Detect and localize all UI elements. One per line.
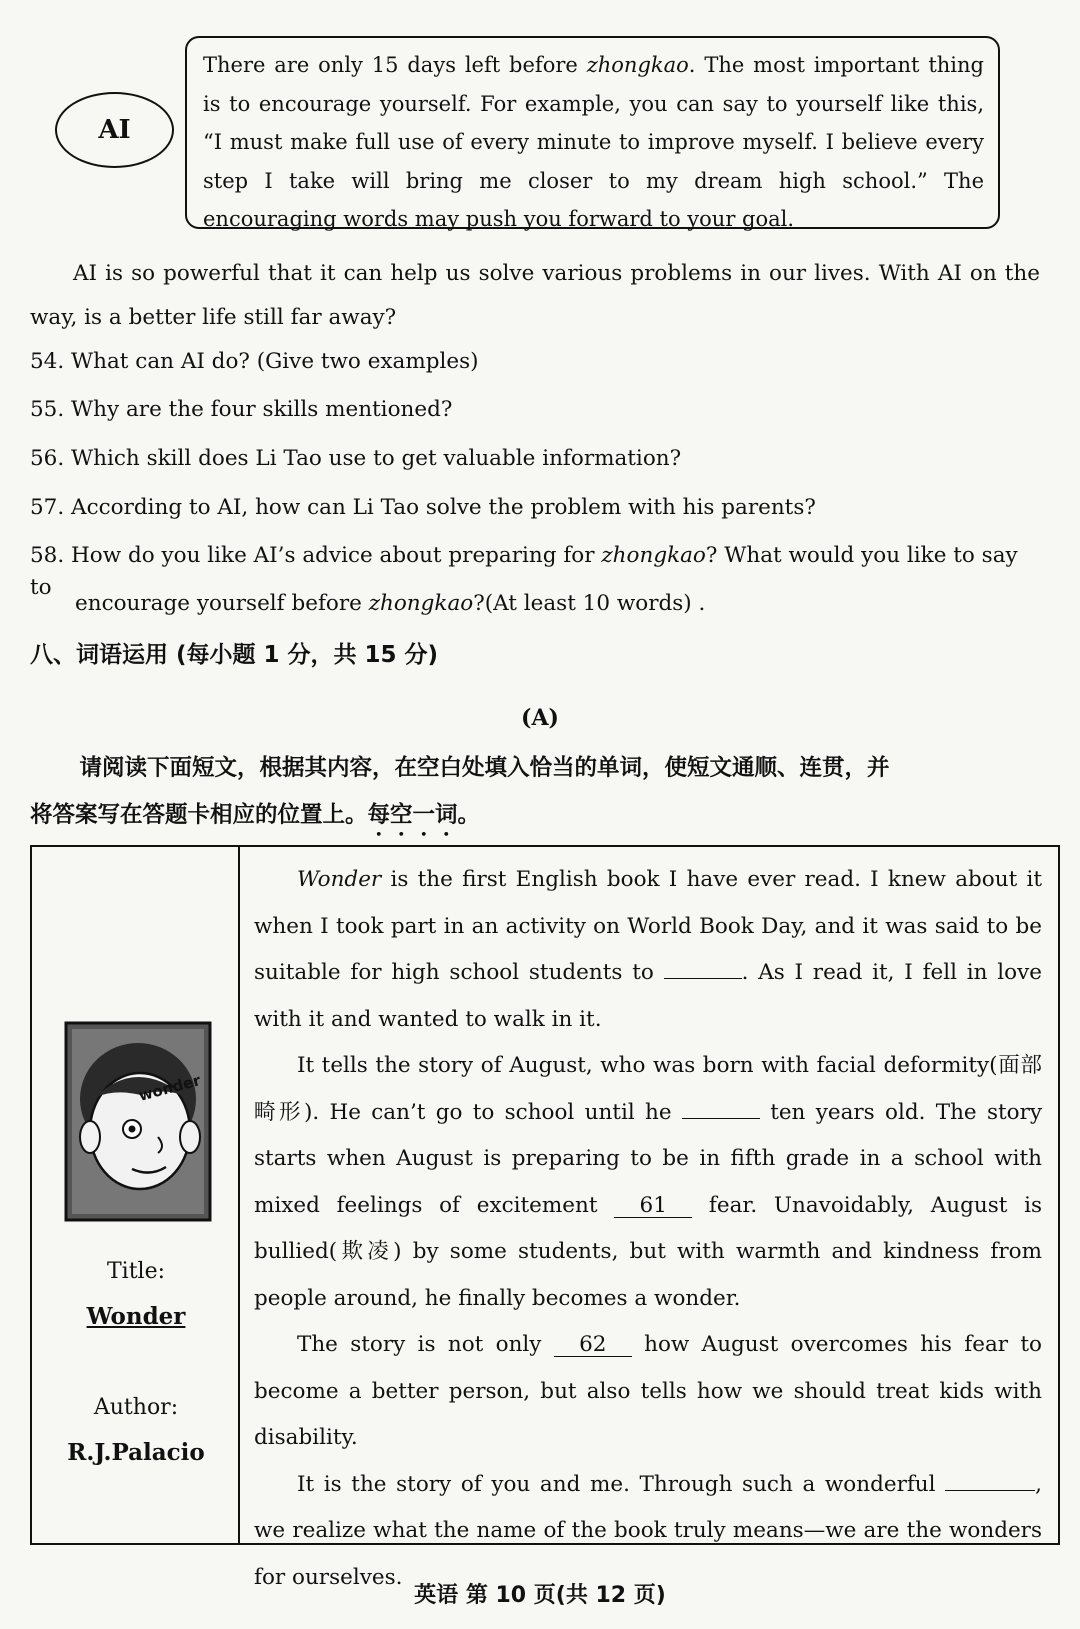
question-number: 54. xyxy=(30,349,65,374)
passage-p2-b: ten years old. The story starts when August is preparing to be in fifth grade in a school with mixed feelings of excitement xyxy=(254,1099,1042,1218)
ai-dialog-term: zhongkao xyxy=(586,53,689,77)
book-title: Wonder xyxy=(86,1303,186,1330)
question-number: 57. xyxy=(30,495,65,520)
passage-p1-b: . As I read it, I fell in love with it and wanted to walk in it. xyxy=(254,960,1042,1032)
question-57 xyxy=(30,492,1040,524)
cloze-passage xyxy=(242,847,1058,1590)
ai-speaker-text: AI xyxy=(98,115,131,145)
question-58-term-2: zhongkao xyxy=(368,591,474,616)
book-info-column xyxy=(32,847,240,1543)
question-58-line2 xyxy=(75,588,1080,620)
cloze-table xyxy=(30,845,1060,1590)
passage-p4-a: It is the story of you and me. Through such a wonderful xyxy=(297,1471,946,1497)
question-58-term: zhongkao xyxy=(601,543,706,568)
passage-book-title: Wonder xyxy=(297,867,382,892)
question-text: What can AI do? (Give two examples) xyxy=(71,349,479,374)
passage-p2-c: fear. Unavoidably, August is bullied(欺凌) by some students, but with warmth and kindness from people around, he finally becomes a wonder. xyxy=(254,1192,1042,1311)
instruction-line-1: 请阅读下面短文，根据其内容，在空白处填入恰当的单词，使短文通顺、连贯，并 xyxy=(79,755,890,781)
title-label: Title: xyxy=(106,1259,166,1284)
question-58-line1-post: ? What would you like to say to xyxy=(30,543,1018,600)
blank-60[interactable] xyxy=(682,1118,760,1119)
passage-paragraph-1 xyxy=(254,857,1042,1043)
question-text: Which skill does Li Tao use to get valuable information? xyxy=(71,446,682,471)
question-54 xyxy=(30,346,1040,378)
question-55 xyxy=(30,394,1040,426)
book-author: R.J.Palacio xyxy=(67,1439,205,1466)
question-number: 58. xyxy=(30,543,65,568)
blank-61[interactable]: 61 xyxy=(614,1195,692,1218)
section-heading: 八、词语运用 (每小题 1 分，共 15 分) xyxy=(30,642,439,668)
question-58-line2-post: ?(At least 10 words) . xyxy=(473,591,706,616)
instruction-emphasis: 每空一词 xyxy=(367,802,458,828)
book-cover-image xyxy=(62,1019,214,1224)
passage-p2-a: It tells the story of August, who was born with facial deformity(面部畸形). He can’t go to school until he xyxy=(254,1053,1042,1125)
question-58-line2-pre: encourage yourself before xyxy=(75,591,369,616)
blank-62[interactable]: 62 xyxy=(554,1334,632,1357)
ai-dialog-text-pre: There are only 15 days left before xyxy=(203,53,587,77)
closing-paragraph: AI is so powerful that it can help us solve various problems in our lives. With AI on the way, is a better life still far away? xyxy=(30,261,1040,330)
passage-p3-a: The story is not only xyxy=(297,1332,554,1357)
instruction-line-2 xyxy=(30,792,1040,841)
part-label: (A) xyxy=(521,705,559,731)
passage-p4-b: , we realize what the name of the book truly means—we are the wonders for ourselves. xyxy=(254,1471,1042,1590)
question-number: 55. xyxy=(30,397,65,422)
question-58-line1-pre: How do you like AI’s advice about preparing for xyxy=(71,543,602,568)
blank-63[interactable] xyxy=(945,1490,1035,1491)
passage-paragraph-3 xyxy=(254,1322,1042,1462)
page-footer: 英语 第 10 页(共 12 页) xyxy=(414,1583,666,1608)
instruction-line-2-pre: 将答案写在答题卡相应的位置上。 xyxy=(30,802,368,828)
instruction-line-2-post: 。 xyxy=(457,802,481,828)
blank-59[interactable] xyxy=(664,978,742,979)
ai-dialog-box xyxy=(185,36,1000,229)
passage-p3-b: how August overcomes his fear to become a better person, but also tells how we should treat kids with disability. xyxy=(254,1332,1043,1450)
ai-speaker-label xyxy=(55,92,174,168)
question-number: 56. xyxy=(30,446,65,471)
ai-dialog-text xyxy=(203,46,984,239)
author-label: Author: xyxy=(93,1395,179,1420)
passage-paragraph-2 xyxy=(254,1043,1042,1322)
book-cover-text: wonder xyxy=(136,1071,203,1105)
question-text: According to AI, how can Li Tao solve the problem with his parents? xyxy=(71,495,816,520)
question-56 xyxy=(30,443,1040,475)
passage-p1-a: is the first English book I have ever read. I knew about it when I took part in an activity on World Book Day, and it was said to be suitable for high school students to xyxy=(254,867,1042,985)
question-text: Why are the four skills mentioned? xyxy=(71,397,453,422)
ai-dialog-text-post: . The most important thing is to encourage yourself. For example, you can say to yourself like this, “I must make full use of every minute to improve myself. I believe every step I take will bring me closer to my dream high school.” The encouraging words may push you forward to your goal. xyxy=(203,53,984,231)
